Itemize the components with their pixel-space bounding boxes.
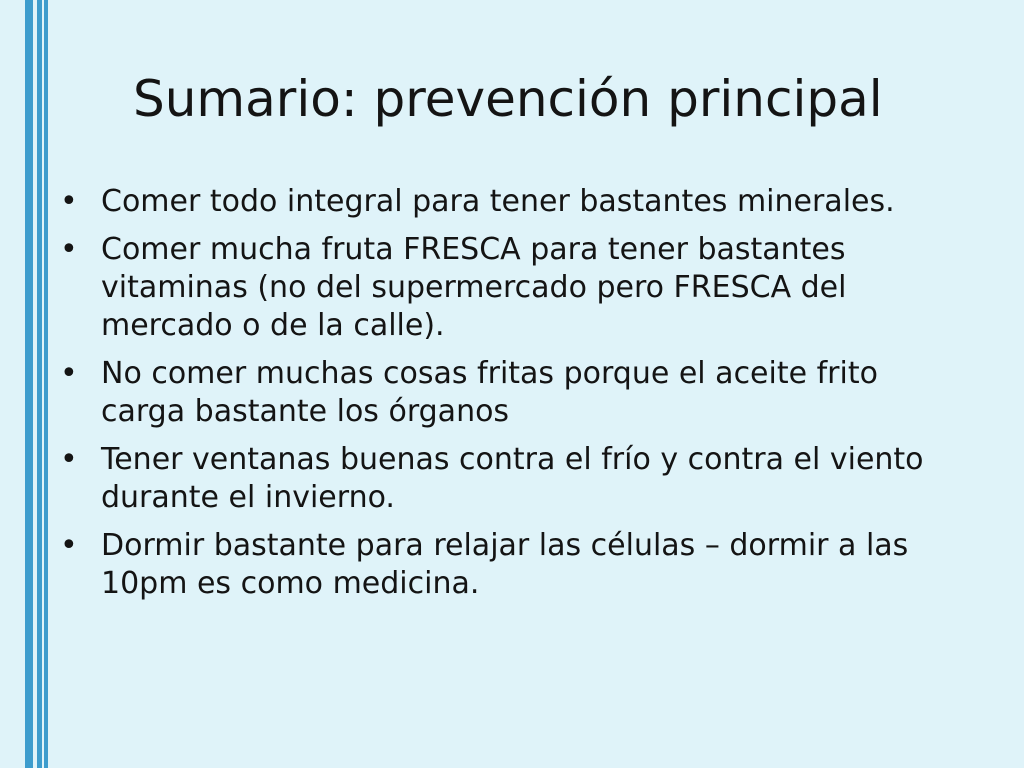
bullet-item <box>60 527 971 603</box>
bullet-text: Tener ventanas buenas contra el frío y contra el viento durante el invierno. <box>101 442 924 515</box>
bullet-dot-icon: • <box>60 184 78 219</box>
bullet-item <box>60 441 971 517</box>
bullet-dot-icon: • <box>60 232 78 267</box>
left-accent-bar <box>44 0 48 768</box>
left-accent-bar <box>25 0 33 768</box>
bullet-text: Comer todo integral para tener bastantes minerales. <box>101 184 895 219</box>
bullet-item <box>60 231 971 345</box>
slide-title: Sumario: prevención principal <box>133 70 883 128</box>
bullet-text: No comer muchas cosas fritas porque el aceite frito carga bastante los órganos <box>101 356 878 429</box>
bullet-text: Dormir bastante para relajar las células – dormir a las 10pm es como medicina. <box>101 528 909 601</box>
bullet-dot-icon: • <box>60 356 78 391</box>
left-accent-bar <box>37 0 42 768</box>
bullet-dot-icon: • <box>60 442 78 477</box>
bullet-item <box>60 183 971 221</box>
bullet-list <box>60 183 971 613</box>
bullet-item <box>60 355 971 431</box>
bullet-dot-icon: • <box>60 528 78 563</box>
bullet-text: Comer mucha fruta FRESCA para tener bastantes vitaminas (no del supermercado pero FRESCA del mercado o de la calle). <box>101 232 847 343</box>
